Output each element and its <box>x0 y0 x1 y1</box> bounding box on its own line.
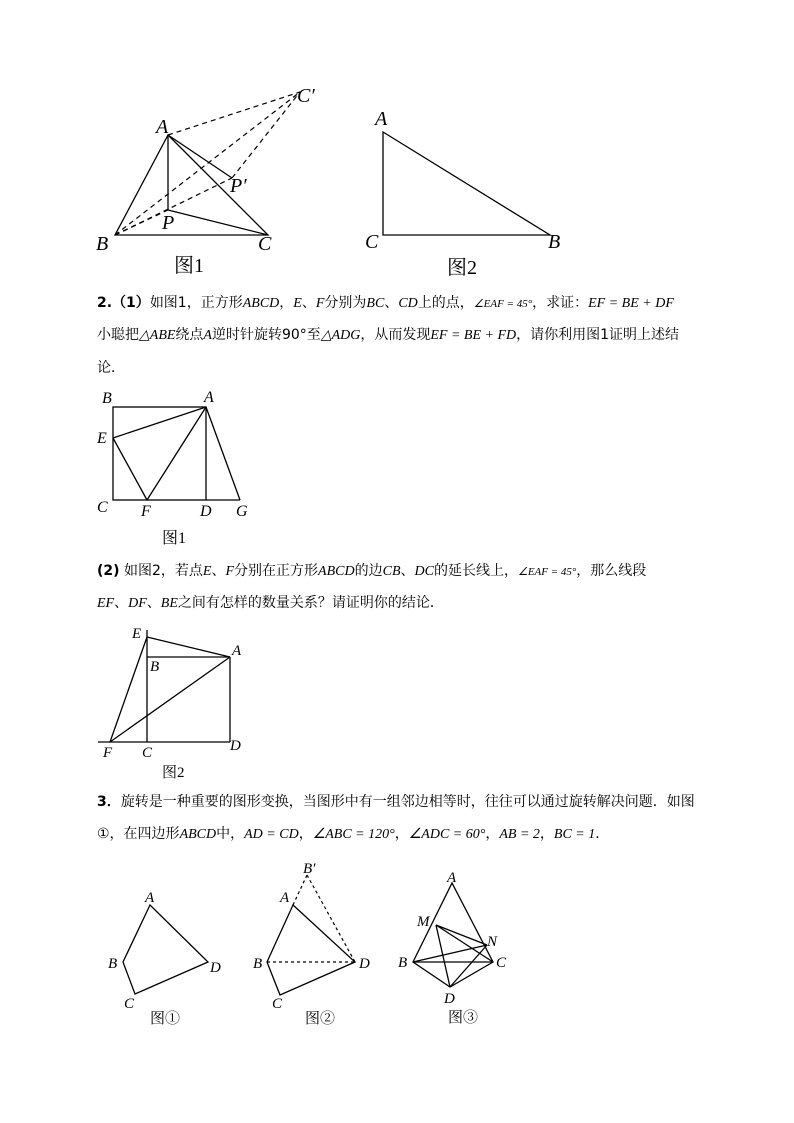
figure-quad-3 <box>395 865 530 1030</box>
label-D: D <box>200 503 212 520</box>
label-A: A <box>204 389 214 406</box>
label-B: B <box>398 955 408 971</box>
caption: 图1 <box>162 530 187 547</box>
label-C: C <box>272 996 283 1012</box>
caption: 图③ <box>448 1010 479 1026</box>
label-D: D <box>230 738 241 754</box>
caption: 图② <box>305 1011 336 1027</box>
label-B: B <box>548 231 561 253</box>
problem2-part1-line3: 论． <box>97 360 125 376</box>
label-A: A <box>145 890 155 906</box>
label-E: E <box>132 626 142 642</box>
label-A: A <box>447 870 457 886</box>
problem3-line1: 3．旋转是一种重要的图形变换，当图形中有一组邻边相等时，往往可以通过旋转解决问题．如图 <box>97 794 695 810</box>
label-C: C <box>142 745 153 761</box>
label-C: C <box>97 499 108 516</box>
figure-square-2 <box>90 620 260 785</box>
problem3-line2: ①，在四边形ABCD中，AD = CD，∠ABC = 120°，∠ADC = 60°，AB = 2，BC = 1． <box>97 826 610 842</box>
problem2-part2-line2: EF、DF、BE之间有怎样的数量关系？请证明你的结论． <box>97 595 444 611</box>
label-B: B <box>102 390 112 407</box>
figure-quad-2 <box>250 855 385 1030</box>
figure-right-triangle <box>355 100 585 285</box>
label-A: A <box>375 108 388 130</box>
label-B: B <box>96 233 109 255</box>
label-F: F <box>141 503 151 520</box>
label-C: C <box>124 996 135 1012</box>
label-C: C <box>496 955 507 971</box>
label-B-prime: B′ <box>303 861 316 877</box>
label-B: B <box>253 956 263 972</box>
caption: 图2 <box>162 765 185 781</box>
label-E: E <box>97 430 107 447</box>
figure-square-1 <box>90 385 270 550</box>
figure-quad-1 <box>100 880 230 1030</box>
label-D: D <box>210 960 221 976</box>
label-N: N <box>487 934 498 950</box>
label-M: M <box>417 914 430 930</box>
label-P-prime: P′ <box>230 175 247 197</box>
problem2-part1-line2: 小聪把△ABE绕点A逆时针旋转90°至△ADG，从而发现EF = BE + FD，请你利用图1证明上述结 <box>97 327 680 343</box>
label-A: A <box>156 116 169 138</box>
label-P: P <box>162 212 175 234</box>
caption: 图1 <box>174 255 204 277</box>
label-B: B <box>108 956 118 972</box>
label-C: C <box>258 233 272 255</box>
problem2-part1-line1: 2.（1）如图1，正方形ABCD，E、F分别为BC、CD上的点，∠EAF = 45°，求证：EF = BE + DF <box>97 295 674 311</box>
figure-triangle-rotation <box>90 80 330 280</box>
label-C: C <box>365 231 379 253</box>
problem2-part2-line1: (2) 如图2，若点E、F分别在正方形ABCD的边CB、DC的延长线上，∠EAF = 45°，那么线段 <box>97 563 647 579</box>
caption: 图① <box>150 1011 181 1027</box>
label-A: A <box>280 890 290 906</box>
label-G: G <box>236 503 248 520</box>
label-F: F <box>103 745 113 761</box>
label-C-prime: C′ <box>297 85 315 107</box>
label-B: B <box>150 659 160 675</box>
caption: 图2 <box>447 257 477 279</box>
label-D: D <box>444 991 455 1007</box>
label-D: D <box>359 956 370 972</box>
label-A: A <box>232 643 242 659</box>
